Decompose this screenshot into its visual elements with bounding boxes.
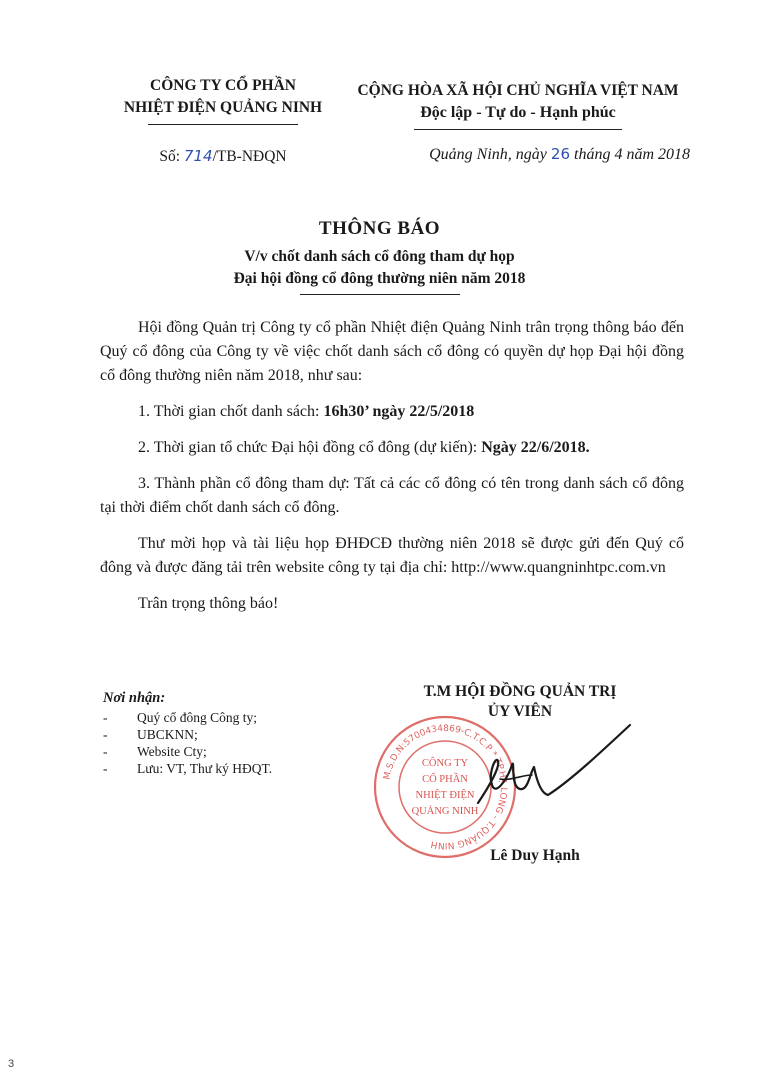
document-subtitle-2: Đại hội đồng cổ đông thường niên năm 2018 <box>233 270 526 287</box>
company-header <box>98 75 348 166</box>
company-line-2: NHIỆT ĐIỆN QUẢNG NINH <box>123 99 323 116</box>
item-1 <box>100 400 684 424</box>
seal-center-3: NHIỆT ĐIỆN <box>415 790 475 801</box>
title-underline <box>300 294 460 295</box>
seal-center-2: CỔ PHẦN <box>422 774 468 785</box>
recipient-dash: - <box>103 744 108 759</box>
seal-center-4: QUẢNG NINH <box>411 806 479 817</box>
national-header <box>348 80 688 130</box>
signature-graphic <box>470 715 640 825</box>
recipient-item <box>103 743 363 760</box>
national-title: CỘNG HÒA XÃ HỘI CHỦ NGHĨA VIỆT NAM <box>357 82 679 99</box>
recipients-title: Nơi nhận: <box>103 690 166 706</box>
date-prefix: Quảng Ninh, ngày <box>429 146 551 163</box>
document-number-prefix: Số: <box>159 148 184 165</box>
seal-center-1: CÔNG TY <box>421 758 469 769</box>
recipients-block <box>103 690 363 777</box>
recipient-text: UBCKNN; <box>137 727 198 742</box>
signature-title-2: ỦY VIÊN <box>487 703 553 720</box>
item-2 <box>100 436 684 460</box>
recipient-text: Quý cổ đông Công ty; <box>137 710 257 725</box>
document-title: THÔNG BÁO <box>318 218 441 239</box>
seal-ring-textpath: M.S.D.N:5700434869-C.T.C.P * TP.HẠ LONG - T.QUẢNG NINH <box>382 723 509 851</box>
document-date <box>390 145 690 164</box>
recipient-dash: - <box>103 710 108 725</box>
date-suffix: tháng 4 năm 2018 <box>570 146 690 163</box>
document-number-suffix: /TB-NĐQN <box>212 148 287 165</box>
item-2-text: 2. Thời gian tổ chức Đại hội đồng cổ đông (dự kiến): <box>138 439 482 456</box>
recipient-text: Lưu: VT, Thư ký HĐQT. <box>137 761 273 776</box>
document-number <box>98 147 348 166</box>
signature-title-1: T.M HỘI ĐỒNG QUẢN TRỊ <box>423 683 617 700</box>
handwritten-signature <box>470 715 640 825</box>
recipient-item <box>103 760 363 777</box>
recipient-item <box>103 726 363 743</box>
item-1-text: 1. Thời gian chốt danh sách: <box>138 403 324 420</box>
page-number: 3 <box>8 1058 15 1070</box>
signer-name: Lê Duy Hạnh <box>490 847 580 864</box>
motto-underline <box>414 129 622 130</box>
item-2-bold: Ngày 22/6/2018. <box>481 439 590 456</box>
invite-paragraph: Thư mời họp và tài liệu họp ĐHĐCĐ thường niên 2018 sẽ được gửi đến Quý cổ đông và được đăng tải trên website công ty tại địa chỉ: http://www.quangninhtpc.com.vn <box>100 535 684 576</box>
item-1-bold: 16h30’ ngày 22/5/2018 <box>323 403 475 420</box>
recipient-item <box>103 709 363 726</box>
document-subtitle-1: V/v chốt danh sách cổ đông tham dự họp <box>244 248 515 265</box>
national-motto: Độc lập - Tự do - Hạnh phúc <box>420 104 616 121</box>
title-block <box>0 218 759 295</box>
recipient-text: Website Cty; <box>137 744 207 759</box>
date-day-handwritten: 26 <box>550 145 570 163</box>
recipient-dash: - <box>103 727 108 742</box>
item-3: 3. Thành phần cổ đông tham dự: Tất cả các cổ đông có tên trong danh sách cổ đông tại thời điểm chốt danh sách cổ đông. <box>100 475 684 516</box>
intro-paragraph: Hội đồng Quản trị Công ty cổ phần Nhiệt điện Quảng Ninh trân trọng thông báo đến Quý cổ đông của Công ty về việc chốt danh sách cổ đông có quyền dự họp Đại hội đồng cổ đông thường niên năm 2018, như sau: <box>100 319 684 384</box>
document-number-handwritten: 714 <box>183 147 213 165</box>
company-line-1: CÔNG TY CỔ PHẦN <box>150 77 296 94</box>
company-underline <box>148 124 298 125</box>
recipient-dash: - <box>103 761 108 776</box>
document-body <box>100 316 684 616</box>
closing-line: Trân trọng thông báo! <box>138 595 279 612</box>
